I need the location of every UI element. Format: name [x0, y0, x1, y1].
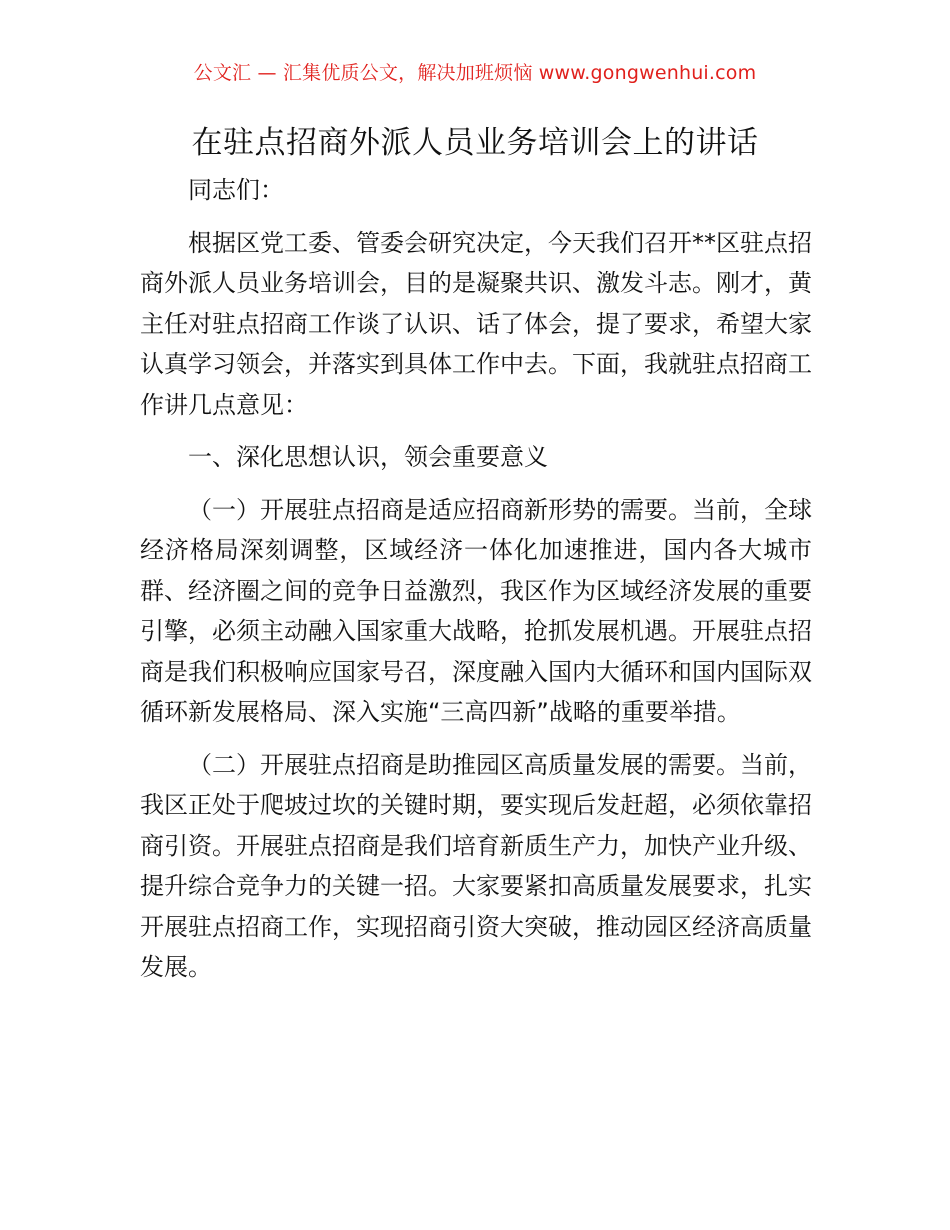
section-paragraph-2: （二）开展驻点招商是助推园区高质量发展的需要。当前，我区正处于爬坡过坎的关键时期，要实现后发赶超，必须依靠招商引资。开展驻点招商是我们培育新质生产力，加快产业升级、提升综合竞争力的关键一招。大家要紧扣高质量发展要求，扎实开展驻点招商工作，实现招商引资大突破，推动园区经济高质量发展。: [140, 750, 812, 981]
section-heading: 一、深化思想认识，领会重要意义: [188, 443, 548, 471]
section-paragraph-1: （一）开展驻点招商是适应招商新形势的需要。当前，全球经济格局深刻调整，区域经济一体化加速推进，国内各大城市群、经济圈之间的竞争日益激烈，我区作为区域经济发展的重要引擎，必须主动融入国家重大战略，抢抓发展机遇。开展驻点招商是我们积极响应国家号召，深度融入国内大循环和国内国际双循环新发展格局、深入实施“三高四新”战略的重要举措。: [140, 495, 812, 726]
document-title: 在驻点招商外派人员业务培训会上的讲话: [191, 125, 759, 161]
salutation: 同志们：: [188, 176, 284, 204]
document-body: [140, 170, 812, 1000]
intro-paragraph: 根据区党工委、管委会研究决定，今天我们召开**区驻点招商外派人员业务培训会，目的是凝聚共识、激发斗志。刚才，黄主任对驻点招商工作谈了认识、话了体会，提了要求，希望大家认真学习领会，并落实到具体工作中去。下面，我就驻点招商工作讲几点意见：: [140, 228, 812, 419]
header-banner[interactable]: 公文汇 — 汇集优质公文，解决加班烦恼 www.gongwenhui.com: [193, 62, 757, 84]
